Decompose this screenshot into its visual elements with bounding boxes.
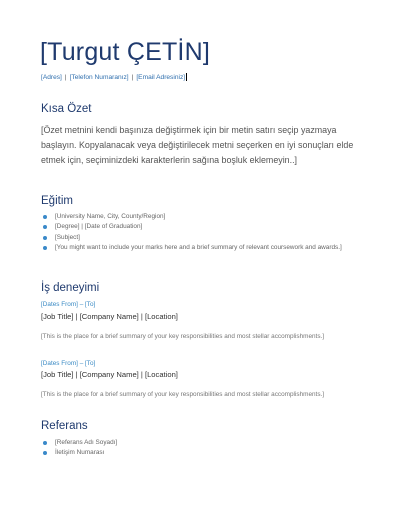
phone-field[interactable]: [Telefon Numaranız]: [69, 73, 129, 81]
job-dates[interactable]: [Dates From] – [To]: [41, 360, 96, 367]
email-field[interactable]: [Email Adresiniz]: [136, 73, 186, 81]
job-description[interactable]: [This is the place for a brief summary of your key responsibilities and most stellar accomplishments.]: [41, 333, 325, 340]
text-cursor: [186, 73, 187, 81]
list-item[interactable]: [41, 438, 371, 448]
address-field[interactable]: [Adres]: [41, 73, 62, 81]
job-dates[interactable]: [Dates From] – [To]: [41, 301, 96, 308]
job-title-line[interactable]: [Job Title] | [Company Name] | [Location]: [41, 312, 178, 321]
summary-heading: Kısa Özet: [41, 103, 92, 115]
references-list: [41, 438, 371, 459]
list-item[interactable]: [41, 243, 371, 253]
job-title-line[interactable]: [Job Title] | [Company Name] | [Location]: [41, 370, 178, 379]
education-degree: [Degree] | [Date of Graduation]: [55, 223, 143, 231]
bullet-icon: [43, 441, 47, 445]
contact-separator: |: [64, 73, 67, 81]
list-item[interactable]: [41, 448, 371, 458]
education-subject: [Subject]: [55, 233, 80, 241]
bullet-icon: [43, 225, 47, 229]
education-heading: Eğitim: [41, 195, 73, 207]
summary-text[interactable]: [Özet metnini kendi başınıza değiştirmek için bir metin satırı seçip yazmaya başlayın. Kopyalanacak veya değiştirilecek metni seçerken en iyi sonuçları elde etmek için, seçiminizdeki karakterlerin sağına boşluk eklemeyin..]: [41, 125, 354, 166]
bullet-icon: [43, 215, 47, 219]
bullet-icon: [43, 246, 47, 250]
contact-separator: |: [131, 73, 134, 81]
list-item[interactable]: [41, 233, 371, 243]
education-university: [University Name, City, County/Region]: [55, 213, 166, 220]
resume-name[interactable]: [Turgut ÇETİN]: [40, 38, 210, 66]
reference-name: [Referans Adı Soyadı]: [55, 439, 118, 446]
reference-phone: İletişim Numarası: [55, 449, 105, 457]
job-description[interactable]: [This is the place for a brief summary of your key responsibilities and most stellar accomplishments.]: [41, 391, 325, 398]
contact-line: [41, 73, 187, 81]
references-heading: Referans: [41, 420, 88, 432]
bullet-icon: [43, 451, 47, 455]
list-item[interactable]: [41, 222, 371, 232]
bullet-icon: [43, 236, 47, 240]
education-notes: [You might want to include your marks here and a brief summary of relevant coursework and awards.]: [55, 244, 342, 252]
education-list: [41, 212, 371, 254]
list-item[interactable]: [41, 212, 371, 222]
experience-heading: İş deneyimi: [41, 282, 100, 294]
